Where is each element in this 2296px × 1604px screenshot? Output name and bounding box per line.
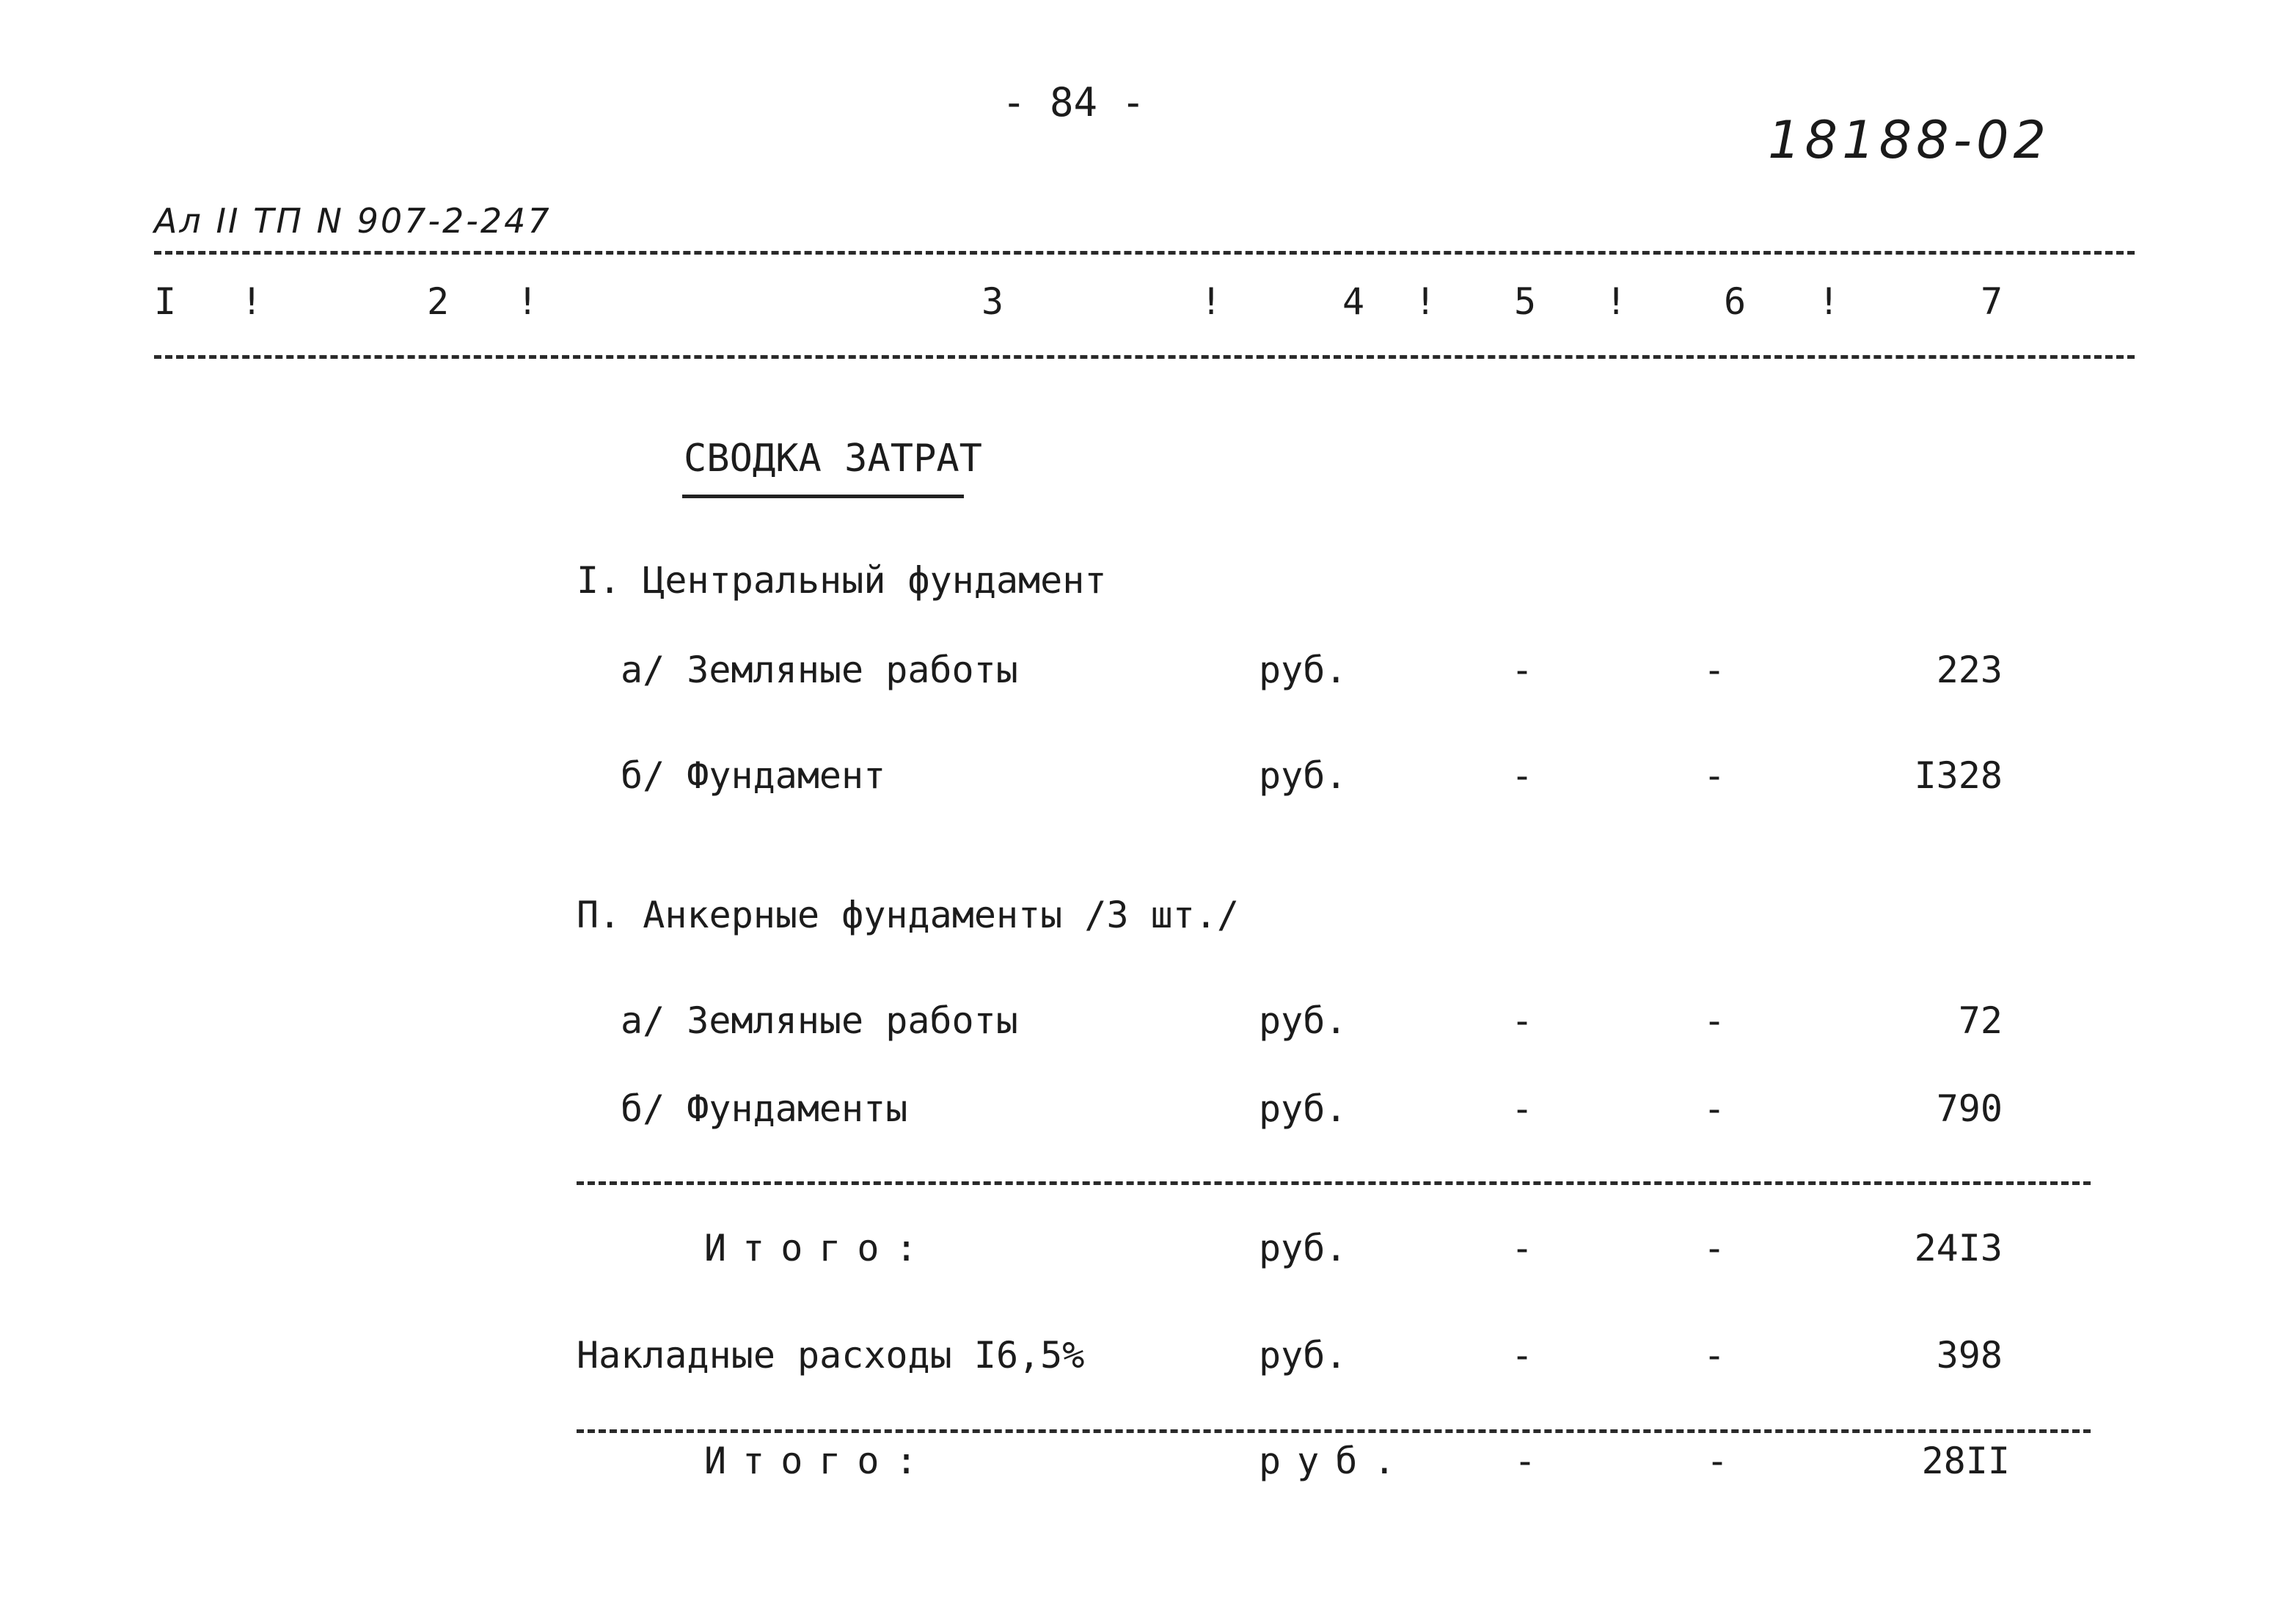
total-label: Итого:	[704, 1440, 934, 1482]
subtotal-value: 24I3	[1914, 1227, 2003, 1269]
row-label: б/ Фундамент	[621, 754, 886, 797]
total-value: 28II	[1921, 1440, 2010, 1482]
row-value: I328	[1914, 754, 2003, 797]
row-value: 72	[1958, 999, 2003, 1042]
row-col5: -	[1511, 999, 1534, 1042]
subtotal-col5: -	[1511, 1227, 1534, 1269]
row-unit: руб.	[1259, 649, 1348, 691]
total-rule	[577, 1429, 2091, 1433]
column-header-4: 4	[1342, 280, 1365, 323]
row-col5: -	[1511, 649, 1534, 691]
row-col6: -	[1703, 1087, 1726, 1130]
total-col5: -	[1514, 1440, 1537, 1482]
column-separator: !	[1200, 280, 1223, 323]
subtotal-label: Итого:	[704, 1227, 934, 1269]
column-header-5: 5	[1514, 280, 1537, 323]
row-unit: руб.	[1259, 1087, 1348, 1130]
row-col6: -	[1703, 649, 1726, 691]
row-col5: -	[1511, 1087, 1534, 1130]
overhead-col6: -	[1703, 1334, 1726, 1377]
header-bottom-rule	[154, 355, 2135, 359]
overhead-unit: руб.	[1259, 1334, 1348, 1377]
overhead-value: 398	[1936, 1334, 2003, 1377]
album-reference: Ал II ТП N 907-2-247	[154, 201, 552, 241]
column-header-2: 2	[427, 280, 450, 323]
total-col6: -	[1706, 1440, 1729, 1482]
subtotal-unit: руб.	[1259, 1227, 1348, 1269]
column-header-6: 6	[1724, 280, 1747, 323]
column-header-1: I	[154, 280, 177, 323]
subtotal-col6: -	[1703, 1227, 1726, 1269]
header-top-rule	[154, 251, 2135, 255]
column-header-3: 3	[981, 280, 1004, 323]
row-col6: -	[1703, 754, 1726, 797]
page-number: - 84 -	[1002, 79, 1146, 125]
row-col6: -	[1703, 999, 1726, 1042]
column-separator: !	[516, 280, 539, 323]
column-separator: !	[1818, 280, 1840, 323]
row-label: б/ Фундаменты	[621, 1087, 908, 1130]
row-label: а/ Земляные работы	[621, 999, 1018, 1042]
row-unit: руб.	[1259, 999, 1348, 1042]
subtotal-rule	[577, 1181, 2091, 1185]
total-unit: руб.	[1259, 1440, 1412, 1482]
section-heading: I. Центральный фундамент	[577, 559, 1107, 602]
row-value: 223	[1936, 649, 2003, 691]
column-separator: !	[241, 280, 263, 323]
section-heading: П. Анкерные фундаменты /3 шт./	[577, 894, 1240, 936]
row-col5: -	[1511, 754, 1534, 797]
row-value: 790	[1936, 1087, 2003, 1130]
document-code: 18188-02	[1768, 110, 2051, 170]
column-separator: !	[1605, 280, 1628, 323]
row-label: а/ Земляные работы	[621, 649, 1018, 691]
page-title: СВОДКА ЗАТРАТ	[684, 437, 982, 481]
column-header-7: 7	[1981, 280, 2003, 323]
overhead-col5: -	[1511, 1334, 1534, 1377]
overhead-label: Накладные расходы I6,5%	[577, 1334, 1085, 1377]
row-unit: руб.	[1259, 754, 1348, 797]
title-underline	[682, 495, 964, 498]
column-separator: !	[1414, 280, 1437, 323]
